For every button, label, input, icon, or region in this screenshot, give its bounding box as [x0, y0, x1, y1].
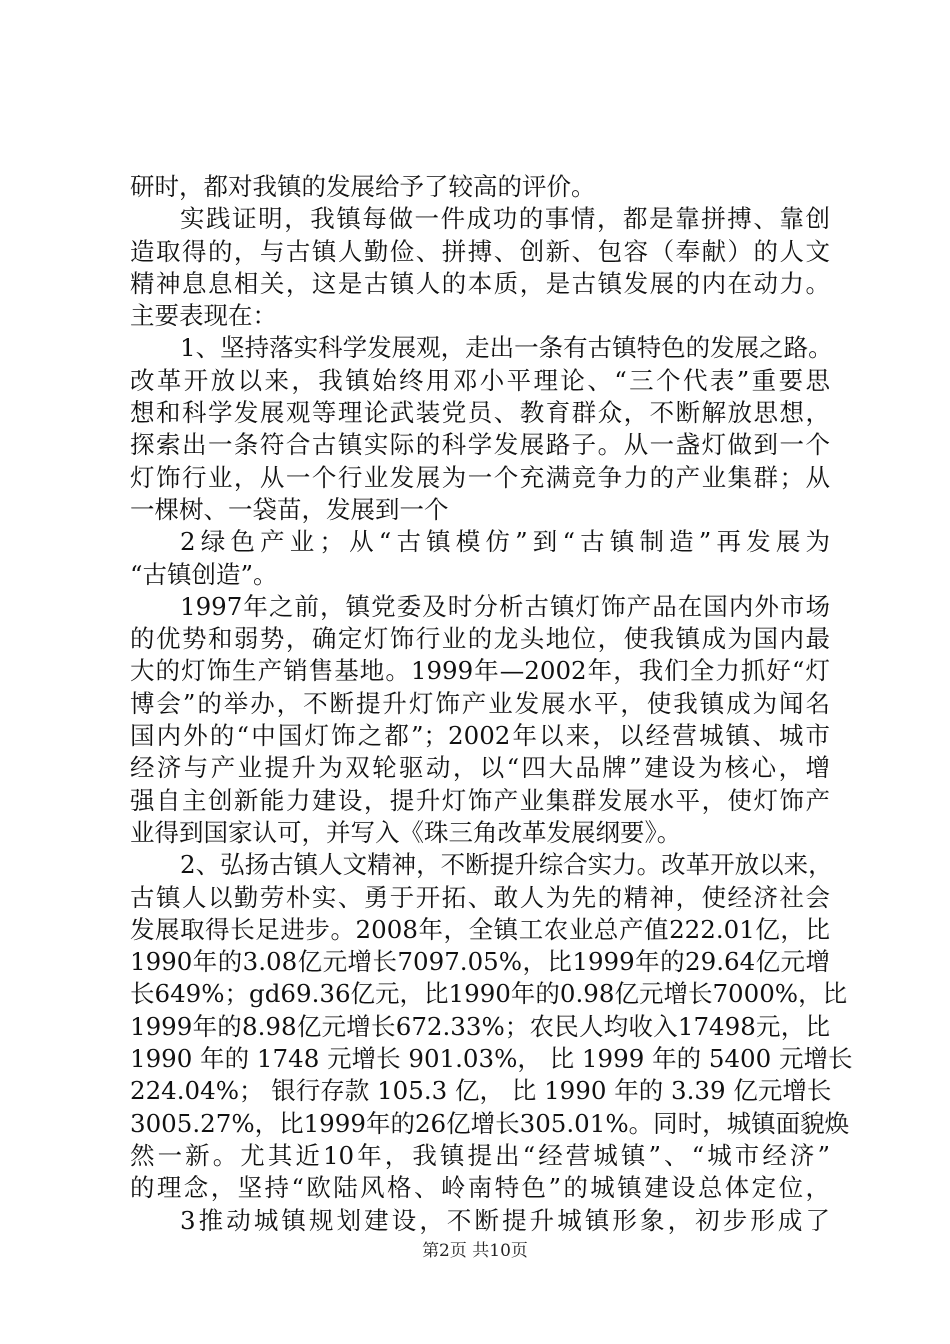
text-line: 然一新。尤其近10年，我镇提出“经营城镇”、“城市经济”	[130, 1140, 830, 1170]
text-line: 主要表现在：	[130, 301, 277, 331]
text-line: 业得到国家认可，并写入《珠三角改革发展纲要》。	[130, 817, 682, 847]
text-line: 2、弘扬古镇人文精神，不断提升综合实力。改革开放以来，	[180, 850, 833, 880]
text-line: 造取得的，与古镇人勤俭、拼搏、创新、包容（奉献）的人文	[130, 236, 830, 266]
text-line: 博会”的举办，不断提升灯饰产业发展水平，使我镇成为闻名	[130, 688, 830, 718]
text-line: 的理念，坚持“欧陆风格、岭南特色”的城镇建设总体定位，	[130, 1173, 830, 1203]
text-line: 1997年之前，镇党委及时分析古镇灯饰产品在国内外市场	[180, 591, 830, 621]
text-line: 224.04%； 银行存款 105.3 亿， 比 1990 年的 3.39 亿元增长	[130, 1076, 832, 1106]
text-line: 古镇人以勤劳朴实、勇于开拓、敢人为先的精神，使经济社会	[130, 882, 830, 912]
text-line: 精神息息相关，这是古镇人的本质，是古镇发展的内在动力。	[130, 268, 830, 298]
page-footer: 第2页 共10页	[422, 1241, 528, 1261]
text-line: 灯饰行业，从一个行业发展为一个充满竞争力的产业集群；从	[130, 462, 830, 492]
text-line: 1990年的3.08亿元增长7097.05%，比1999年的29.64亿元增	[130, 947, 830, 977]
text-line: 国内外的“中国灯饰之都”；2002年以来，以经营城镇、城市	[130, 721, 830, 751]
text-line: 3005.27%，比1999年的26亿增长305.01%。同时，城镇面貌焕	[130, 1108, 850, 1138]
text-line: 想和科学发展观等理论武装党员、教育群众，不断解放思想，	[130, 398, 830, 428]
text-line: 1999年的8.98亿元增长672.33%；农民人均收入17498元，比	[130, 1011, 830, 1041]
document-body	[130, 171, 853, 1237]
text-line: 研时，都对我镇的发展给予了较高的评价。	[130, 172, 596, 201]
text-line: 一棵树、一袋苗，发展到一个	[130, 494, 449, 524]
text-line: 长649%；gd69.36亿元，比1990年的0.98亿元增长7000%，比	[130, 979, 848, 1009]
text-line: 强自主创新能力建设，提升灯饰产业集群发展水平，使灯饰产	[130, 785, 830, 815]
text-line: 2绿色产业；从“古镇模仿”到“古镇制造”再发展为	[180, 527, 830, 557]
text-line: 1990 年的 1748 元增长 901.03%， 比 1999 年的 5400 元增长	[130, 1044, 853, 1074]
text-line: 的优势和弱势，确定灯饰行业的龙头地位，使我镇成为国内最	[130, 624, 830, 654]
text-line: 1、坚持落实科学发展观，走出一条有古镇特色的发展之路。	[180, 333, 833, 363]
text-line: 改革开放以来，我镇始终用邓小平理论、“三个代表”重要思	[130, 365, 830, 395]
text-line: 实践证明，我镇每做一件成功的事情，都是靠拼搏、靠创	[180, 204, 830, 234]
text-line: 探索出一条符合古镇实际的科学发展路子。从一盏灯做到一个	[130, 430, 830, 460]
text-line: 经济与产业提升为双轮驱动，以“四大品牌”建设为核心，增	[130, 753, 830, 783]
text-line: “古镇创造”。	[130, 559, 278, 589]
text-line: 大的灯饰生产销售基地。1999年—2002年，我们全力抓好“灯	[130, 656, 830, 686]
text-line: 3推动城镇规划建设，不断提升城镇形象，初步形成了	[180, 1205, 830, 1235]
text-line: 发展取得长足进步。2008年，全镇工农业总产值222.01亿，比	[130, 914, 830, 944]
